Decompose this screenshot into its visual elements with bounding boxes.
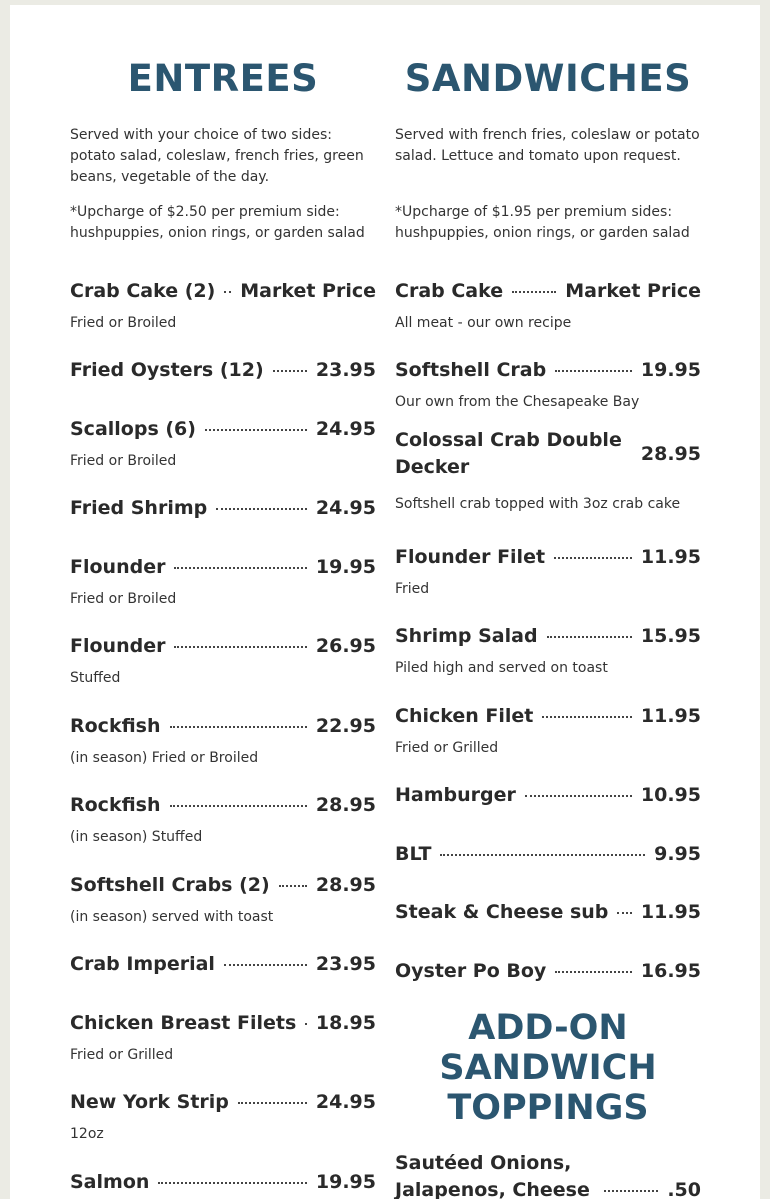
- menu-item: [70, 554, 376, 633]
- item-description: Fried or Grilled: [395, 740, 499, 756]
- entrees-list: [70, 278, 376, 1199]
- item-price: 26.95: [315, 635, 376, 657]
- dot-leader: [170, 726, 307, 728]
- dot-leader: [617, 912, 631, 914]
- item-description: (in season) Stuffed: [70, 829, 203, 845]
- dot-leader: [238, 1102, 307, 1104]
- entrees-heading: ENTREES: [127, 57, 319, 100]
- item-name: Flounder Filet: [395, 546, 546, 568]
- item-name: Chicken Filet: [395, 705, 534, 727]
- menu-item: [70, 495, 376, 554]
- item-price: 16.95: [640, 960, 701, 982]
- menu-item: [70, 1169, 376, 1199]
- menu-item: [395, 544, 701, 623]
- item-price: 11.95: [640, 705, 701, 727]
- item-description: (in season) Fried or Broiled: [70, 750, 259, 766]
- item-price: 15.95: [640, 625, 701, 647]
- menu-item: [70, 1089, 376, 1169]
- menu-item: [395, 357, 701, 427]
- item-name: Crab Cake (2): [70, 280, 216, 302]
- menu-item: [395, 703, 701, 782]
- menu-item: [70, 1010, 376, 1089]
- item-name: Crab Imperial: [70, 953, 215, 975]
- item-description: (in season) served with toast: [70, 909, 274, 925]
- item-name: Softshell Crabs (2): [70, 874, 270, 896]
- item-name: Crab Cake: [395, 280, 504, 302]
- item-price: 28.95: [315, 874, 376, 896]
- item-price: Market Price: [240, 280, 376, 302]
- dot-leader: [555, 971, 632, 973]
- sandwiches-column: [395, 5, 701, 1199]
- item-price: 19.95: [640, 359, 701, 381]
- menu-item: [395, 427, 701, 544]
- item-price: 11.95: [640, 546, 701, 568]
- item-description: Softshell crab topped with 3oz crab cake: [395, 496, 681, 512]
- menu-item: [70, 951, 376, 1010]
- menu-item: [395, 841, 701, 899]
- entrees-upcharge: *Upcharge of $2.50 per premium side: hushpuppies, onion rings, or garden salad: [70, 204, 365, 241]
- menu-item: [395, 782, 701, 841]
- item-name: Hamburger: [395, 784, 516, 806]
- item-price: .50: [667, 1179, 701, 1199]
- sandwiches-intro: Served with french fries, coleslaw or potato salad. Lettuce and tomato upon request.: [395, 127, 700, 164]
- item-description: All meat - our own recipe: [395, 315, 572, 331]
- item-name: Chicken Breast Filets: [70, 1012, 297, 1034]
- item-description: Fried or Broiled: [70, 315, 177, 331]
- item-name: Oyster Po Boy: [395, 960, 547, 982]
- addon-item: [395, 1150, 701, 1199]
- item-name: BLT: [395, 843, 432, 865]
- sandwiches-upcharge: *Upcharge of $1.95 per premium sides: hushpuppies, onion rings, or garden salad: [395, 204, 690, 241]
- item-price: 9.95: [654, 843, 701, 865]
- menu-item: [395, 278, 701, 357]
- item-name: Colossal Crab Double Decker: [395, 429, 622, 478]
- item-description: Stuffed: [70, 670, 121, 686]
- item-name: Rockfish: [70, 794, 161, 816]
- item-price: 18.95: [315, 1012, 376, 1034]
- item-price: 24.95: [315, 1091, 376, 1113]
- item-price: 24.95: [315, 497, 376, 519]
- dot-leader: [305, 1023, 307, 1025]
- item-name: Salmon: [70, 1171, 150, 1193]
- dot-leader: [512, 291, 556, 293]
- item-price: 23.95: [315, 953, 376, 975]
- addons-heading-line: TOPPINGS: [447, 1088, 649, 1128]
- item-name: Fried Oysters (12): [70, 359, 264, 381]
- dot-leader: [604, 1190, 658, 1192]
- item-price: 23.95: [315, 359, 376, 381]
- dot-leader: [170, 805, 307, 807]
- item-name: Scallops (6): [70, 418, 196, 440]
- menu-item: [70, 633, 376, 713]
- item-price: 19.95: [315, 556, 376, 578]
- dot-leader: [205, 429, 307, 431]
- dot-leader: [158, 1182, 306, 1184]
- item-price: 19.95: [315, 1171, 376, 1193]
- item-name: New York Strip: [70, 1091, 229, 1113]
- menu-page: [10, 5, 760, 1199]
- item-price: Market Price: [565, 280, 701, 302]
- item-description: Fried or Broiled: [70, 453, 177, 469]
- dot-leader: [216, 508, 307, 510]
- menu-item: [70, 872, 376, 951]
- menu-item: [70, 357, 376, 416]
- item-description: Fried: [395, 581, 430, 597]
- item-name: Shrimp Salad: [395, 625, 538, 647]
- dot-leader: [440, 854, 645, 856]
- menu-item: [70, 416, 376, 495]
- menu-item: [395, 958, 701, 988]
- dot-leader: [273, 370, 307, 372]
- item-price: 11.95: [640, 901, 701, 923]
- item-description: Our own from the Chesapeake Bay: [395, 394, 640, 410]
- item-price: 10.95: [640, 784, 701, 806]
- menu-item: [70, 792, 376, 872]
- item-price: 22.95: [315, 715, 376, 737]
- entrees-column: [70, 5, 376, 1199]
- item-price: 28.95: [315, 794, 376, 816]
- dot-leader: [525, 795, 632, 797]
- dot-leader: [279, 885, 307, 887]
- item-description: Fried or Broiled: [70, 591, 177, 607]
- addons-heading: [395, 1008, 701, 1128]
- sandwiches-heading: SANDWICHES: [404, 57, 692, 100]
- item-price: 28.95: [640, 443, 701, 465]
- item-name: Flounder: [70, 556, 166, 578]
- entrees-intro: Served with your choice of two sides: potato salad, coleslaw, french fries, green beans, vegetable of the day.: [70, 127, 364, 185]
- dot-leader: [554, 557, 632, 559]
- addons-heading-line: ADD-ON: [468, 1008, 628, 1048]
- sandwiches-list: [395, 278, 701, 988]
- item-description: Piled high and served on toast: [395, 660, 608, 676]
- dot-leader: [542, 716, 632, 718]
- addons-heading-line: SANDWICH: [439, 1048, 657, 1088]
- dot-leader: [224, 964, 307, 966]
- dot-leader: [555, 370, 632, 372]
- item-description: 12oz: [70, 1126, 104, 1142]
- item-price: 24.95: [315, 418, 376, 440]
- item-name: Softshell Crab: [395, 359, 547, 381]
- item-name: Flounder: [70, 635, 166, 657]
- dot-leader: [174, 567, 306, 569]
- menu-item: [395, 899, 701, 958]
- item-name: Fried Shrimp: [70, 497, 208, 519]
- item-name: Sautéed Onions, Jalapenos, Cheese: [395, 1152, 590, 1199]
- menu-item: [70, 278, 376, 357]
- menu-item: [395, 623, 701, 703]
- item-description: Fried or Grilled: [70, 1047, 174, 1063]
- dot-leader: [174, 646, 306, 648]
- dot-leader: [224, 291, 231, 293]
- menu-item: [70, 713, 376, 792]
- item-name: Steak & Cheese sub: [395, 901, 609, 923]
- item-name: Rockfish: [70, 715, 161, 737]
- dot-leader: [547, 636, 632, 638]
